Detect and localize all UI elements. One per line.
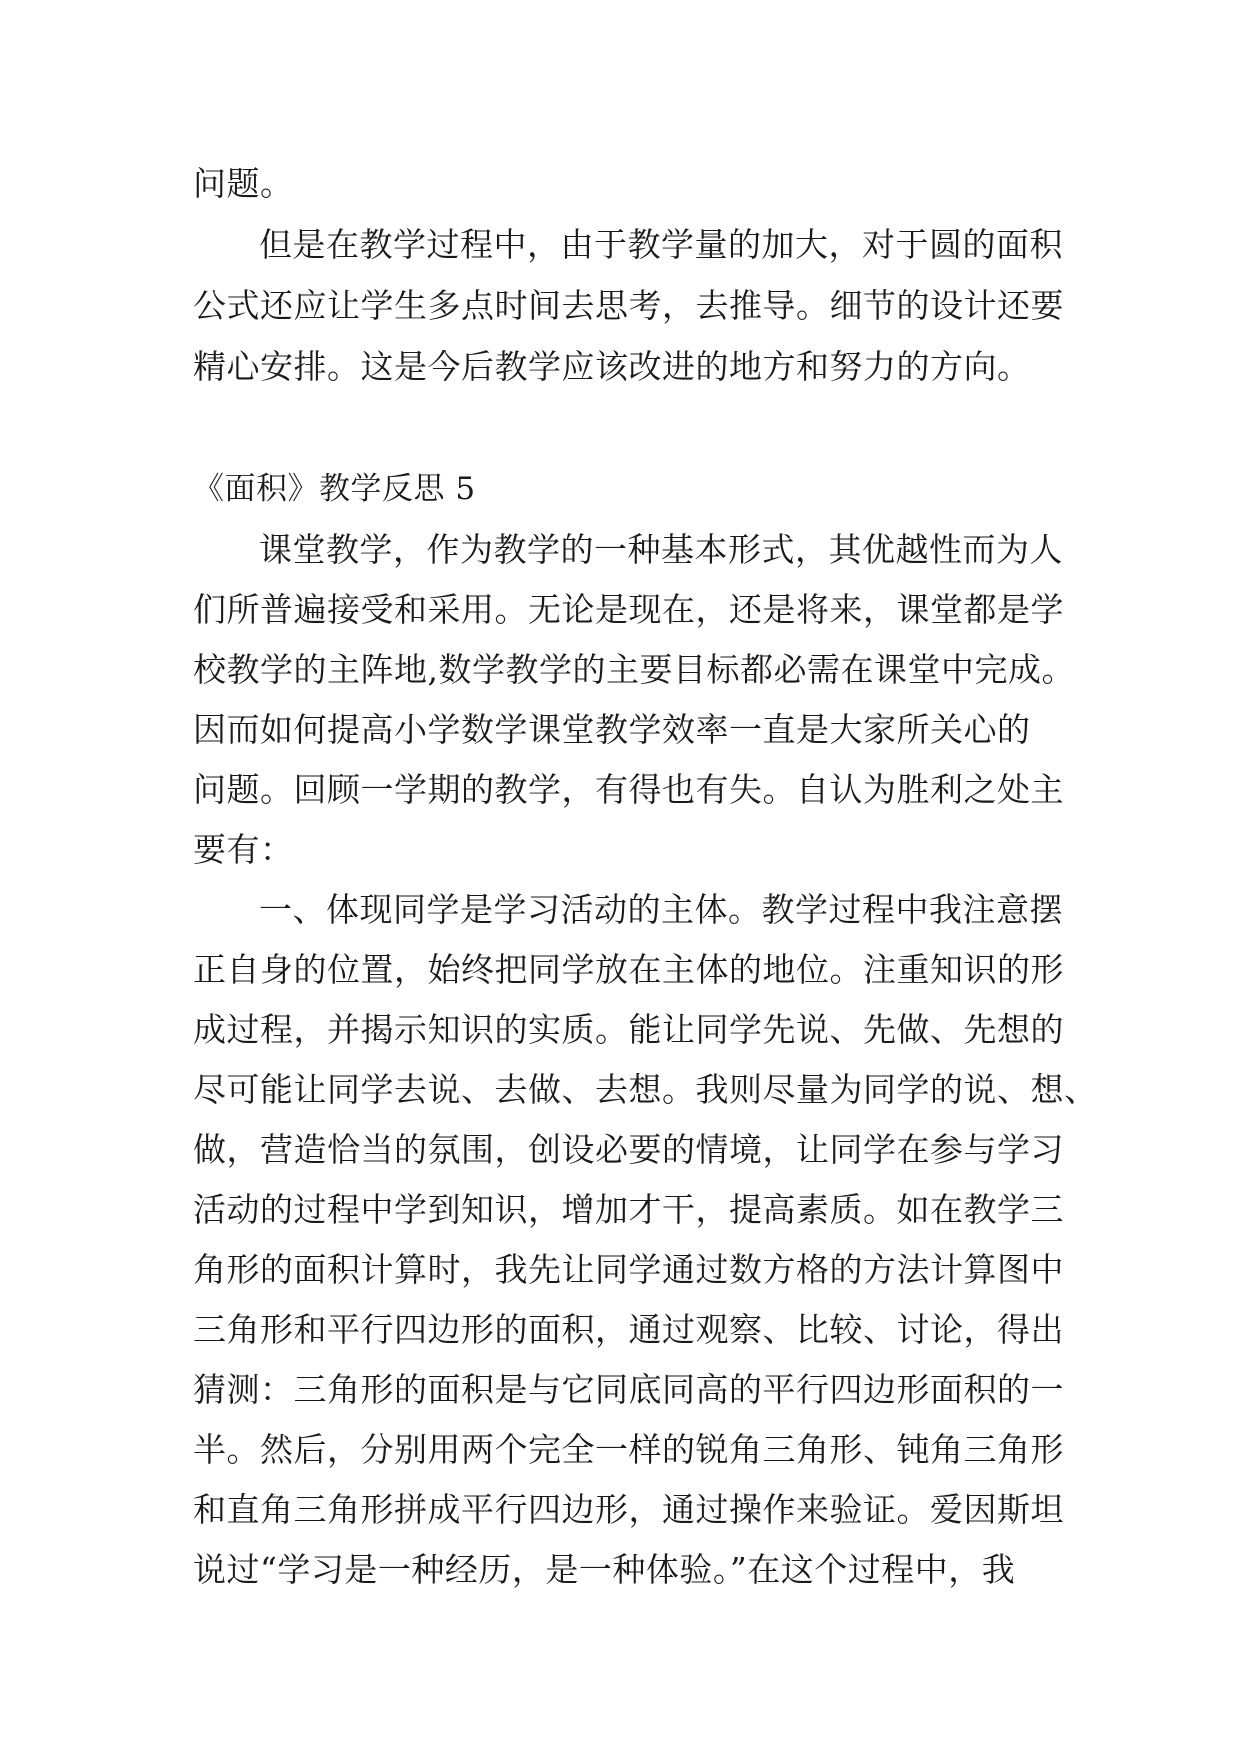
paragraph-start-line: 课堂教学，作为教学的一种基本形式，其优越性而为人 [259,530,1063,569]
paragraph-start-line: 但是在教学过程中，由于教学量的加大，对于圆的面积 [259,225,1063,264]
section-heading: 《面积》教学反思 5 [193,471,476,507]
text-line-11: 要有： [193,830,294,869]
paragraph-start-line: 一、体现同学是学习活动的主体。教学过程中我注意摆 [259,890,1063,929]
text-line-20: 猜测：三角形的面积是与它同底同高的平行四边形面积的一 [193,1370,1064,1409]
text-line-17: 活动的过程中学到知识，增加才干，提高素质。如在教学三 [193,1190,1064,1229]
text-line-16: 做，营造恰当的氛围，创设必要的情境，让同学在参与学习 [193,1130,1064,1169]
text-line-10: 问题。回顾一学期的教学，有得也有失。自认为胜利之处主 [193,770,1064,809]
text-line-13: 正自身的位置，始终把同学放在主体的地位。注重知识的形 [193,950,1064,989]
text-line-18: 角形的面积计算时，我先让同学通过数方格的方法计算图中 [193,1250,1064,1289]
text-line-1: 问题。 [193,164,294,203]
text-line-7: 们所普遍接受和采用。无论是现在，还是将来，课堂都是学 [193,590,1064,629]
text-line-4: 精心安排。这是今后教学应该改进的地方和努力的方向。 [193,347,1031,386]
text-line-8: 校教学的主阵地,数学教学的主要目标都必需在课堂中完成。 [193,650,1075,689]
text-line-22: 和直角三角形拼成平行四边形，通过操作来验证。爱因斯坦 [193,1490,1064,1529]
text-line-3: 公式还应让学生多点时间去思考，去推导。细节的设计还要 [193,286,1064,325]
text-line-14: 成过程，并揭示知识的实质。能让同学先说、先做、先想的 [193,1010,1064,1049]
text-line-15: 尽可能让同学去说、去做、去想。我则尽量为同学的说、想、 [193,1070,1098,1109]
text-line-19: 三角形和平行四边形的面积，通过观察、比较、讨论，得出 [193,1310,1064,1349]
text-line-9: 因而如何提高小学数学课堂教学效率一直是大家所关心的 [193,710,1031,749]
text-line-21: 半。然后，分别用两个完全一样的锐角三角形、钝角三角形 [193,1430,1064,1469]
text-line-23: 说过“学习是一种经历，是一种体验。”在这个过程中，我 [193,1550,1016,1589]
